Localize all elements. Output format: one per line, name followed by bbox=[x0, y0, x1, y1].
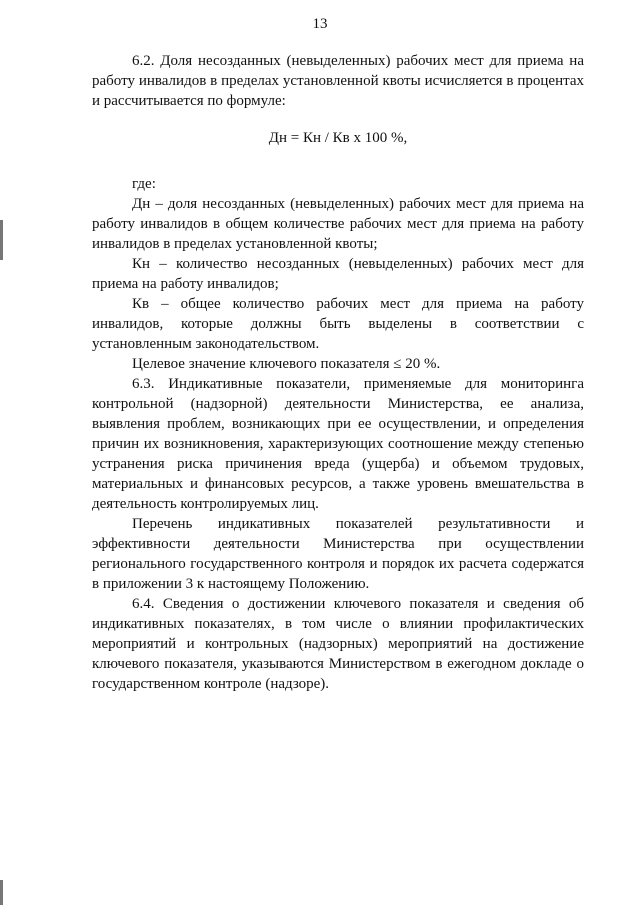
paragraph-6-3: 6.3. Индикативные показатели, применяемые для мониторинга контрольной (надзорной) деятельности Министерства, ее анализа, выявления проблем, возникающих при ее осуществлении, и определения причин их возникновения, характеризующих соотношение между степенью устранения риска причинения вреда (ущерба) и объемом трудовых, материальных и финансовых ресурсов, а также уровень вмешательства в деятельность контролируемых лиц. bbox=[92, 376, 584, 512]
scan-edge-mark-bottom bbox=[0, 880, 3, 905]
scan-edge-mark bbox=[0, 220, 3, 260]
page-number: 13 bbox=[312, 16, 328, 32]
formula: Дн = Кн / Кв х 100 %, bbox=[268, 130, 408, 146]
definition-kn: Кн – количество несозданных (невыделенных) рабочих мест для приема на работу инвалидов; bbox=[92, 256, 584, 292]
paragraph-6-4: 6.4. Сведения о достижении ключевого показателя и сведения об индикативных показателях, в том числе о влиянии профилактических мероприятий и контрольных (надзорных) мероприятий на достижение ключевого показателя, указываются Министерством в ежегодном докладе о государственном контроле (надзоре). bbox=[92, 596, 584, 692]
definition-kv: Кв – общее количество рабочих мест для приема на работу инвалидов, которые должны быть выделены в соответствии с установленным законодательством. bbox=[92, 296, 584, 352]
paragraph-6-2: 6.2. Доля несозданных (невыделенных) рабочих мест для приема на работу инвалидов в пределах установленной квоты исчисляется в процентах и рассчитывается по формуле: bbox=[92, 53, 584, 109]
target-value: Целевое значение ключевого показателя ≤ 20 %. bbox=[132, 356, 441, 372]
indicator-list-paragraph: Перечень индикативных показателей результативности и эффективности деятельности Министерства при осуществлении регионального государственного контроля и порядок их расчета содержатся в приложении 3 к настоящему Положению. bbox=[92, 516, 584, 592]
document-body bbox=[92, 51, 584, 694]
where-label: где: bbox=[132, 176, 156, 192]
definition-dn: Дн – доля несозданных (невыделенных) рабочих мест для приема на работу инвалидов в общем количестве рабочих мест для приема на работу инвалидов в пределах установленной квоты; bbox=[92, 196, 584, 252]
